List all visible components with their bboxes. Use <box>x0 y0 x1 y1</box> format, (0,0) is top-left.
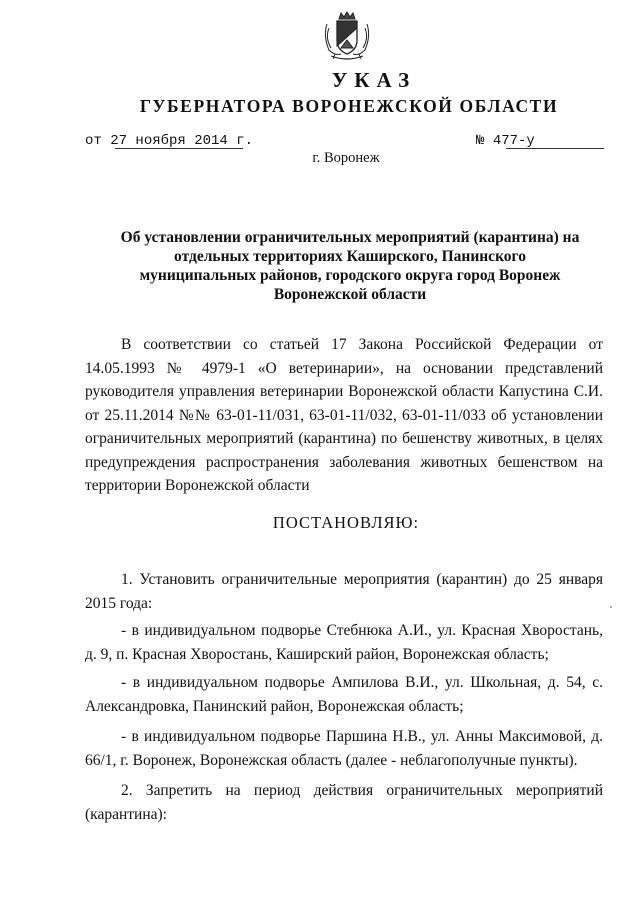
list-item: - в индивидуальном подворье Стебнюка А.И., ул. Красная Хворостань, д. 9, п. Красная Хворостань, Каширский район, Воронежская область; <box>85 622 603 663</box>
issuer-heading: ГУБЕРНАТОРА ВОРОНЕЖСКОЙ ОБЛАСТИ <box>139 96 559 116</box>
list-item: - в индивидуальном подворье Паршина Н.В., ул. Анны Максимовой, д. 66/1, г. Воронеж, Воронежская область (далее - неблагополучные пункты). <box>85 728 603 769</box>
document-type-heading: УКАЗ <box>331 68 417 92</box>
number-line <box>476 133 604 149</box>
city-label: г. Воронеж <box>312 150 380 166</box>
list-item: - в индивидуальном подворье Ампилова В.И., ул. Школьная, д. 54, с. Александровка, Панинский район, Воронежская область; <box>85 674 603 715</box>
number-value: 477-у <box>492 133 535 149</box>
date-underline <box>115 148 243 149</box>
preamble-paragraph: В соответствии со статьей 17 Закона Российской Федерации от 14.05.1993 № 4979-1 «О ветеринарии», на основании представлений руководителя управления ветеринарии Воронежской области Капустина С.И. от 25.11.2014 №№ 63-01-11/031, 63-01-11/032, 63-01-11/033 об установлении ограничительных мероприятий (карантина) по бешенству животных, в целях предупреждения распространения заболевания животных бешенством на территории Воронежской области <box>85 336 603 494</box>
date-line <box>85 133 253 149</box>
date-suffix: г. <box>236 133 254 149</box>
document-subject: Об установлении ограничительных мероприятий (карантина) на отдельных территориях Каширского, Панинского муниципальных районов, городского округа город Воронеж Воронежской области <box>120 229 580 303</box>
date-value: 27 ноября 2014 <box>110 133 228 149</box>
number-underline <box>506 148 604 149</box>
voronezh-coat-of-arms-icon <box>319 10 375 62</box>
number-prefix: № <box>476 133 485 149</box>
scan-speck <box>610 606 612 608</box>
decree-word: ПОСТАНОВЛЯЮ: <box>272 513 420 532</box>
date-prefix: от <box>85 133 102 149</box>
item-1-paragraph: 1. Установить ограничительные мероприятия (карантин) до 25 января 2015 года: <box>85 571 603 612</box>
item-2-paragraph: 2. Запретить на период действия ограничительных мероприятий (карантина): <box>85 782 603 823</box>
